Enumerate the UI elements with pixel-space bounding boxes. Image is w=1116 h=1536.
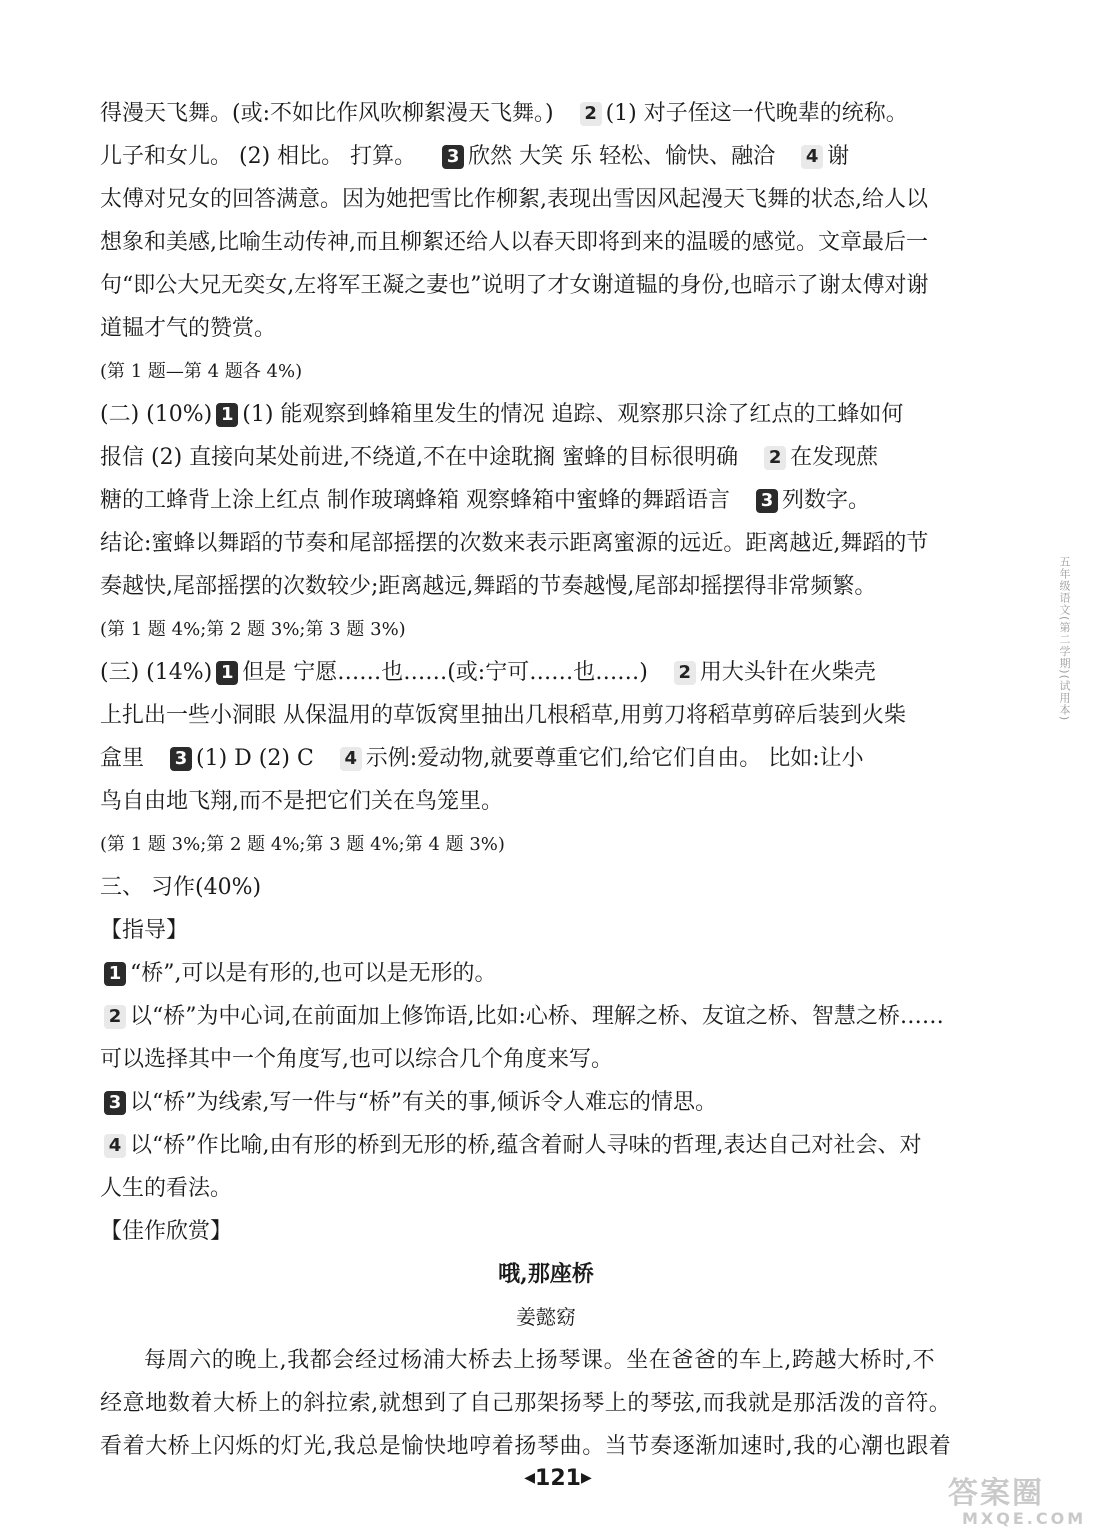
number-badge: 2 [764, 446, 786, 470]
guide-item-4: 4 以“桥”作比喻,由有形的桥到无形的桥,蕴含着耐人寻味的哲理,表达自己对社会、对 [100, 1124, 992, 1167]
text-line-16: 盒里 3 (1) D (2) C 4 示例:爱动物,就要尊重它们,给它们自由。 比如:让小 [100, 746, 864, 771]
number-badge: 3 [104, 1091, 126, 1115]
number-badge: 2 [674, 661, 696, 685]
score-note: (第 1 题 3%;第 2 题 4%;第 3 题 4%;第 4 题 3%) [100, 834, 505, 855]
text-line-6: 道韫才气的赞赏。 [100, 316, 277, 341]
text-line-15: 上扎出一些小洞眼 从保温用的草饭窝里抽出几根稻草,用剪刀将稻草剪碎后装到火柴 [100, 703, 906, 728]
text-line-10: 糖的工蜂背上涂上红点 制作玻璃蜂箱 观察蜂箱中蜜蜂的舞蹈语言 3 列数字。 [100, 488, 871, 513]
guide-heading: 【指导】 [100, 918, 189, 943]
essay-title: 哦,那座桥 [498, 1261, 594, 1287]
essay-author: 姜懿窈 [516, 1305, 576, 1329]
side-book-title: 五年级语文(第二学期)(试用本) [1058, 556, 1071, 722]
text-line-12: 奏越快,尾部摇摆的次数较少;距离越远,舞蹈的节奏越慢,尾部却摇摆得非常频繁。 [100, 574, 877, 599]
page-number: ◀121▶ [524, 1466, 592, 1491]
watermark-logo: 答案圈 MXQE.COM [948, 1476, 1087, 1528]
text-line-23: 可以选择其中一个角度写,也可以综合几个角度来写。 [100, 1047, 613, 1072]
number-badge: 3 [756, 489, 778, 513]
text-line-2: 儿子和女儿。 (2) 相比。 打算。 3 欣然 大笑 乐 轻松、愉快、融洽 4 谢 [100, 144, 850, 169]
text-line-8: (二) (10%) 1 (1) 能观察到蜂箱里发生的情况 追踪、观察那只涂了红点的工蜂如何 [100, 402, 904, 427]
guide-item-2: 2 以“桥”为中心词,在前面加上修饰语,比如:心桥、理解之桥、友谊之桥、智慧之桥…… [100, 995, 992, 1038]
text-line-11: 结论:蜜蜂以舞蹈的节奏和尾部摇摆的次数来表示距离蜜源的远近。距离越近,舞蹈的节 [100, 531, 929, 556]
text-line-26: 人生的看法。 [100, 1176, 233, 1201]
number-badge: 2 [580, 102, 602, 126]
left-triangle-icon: ◀ [524, 1470, 536, 1486]
score-note: (第 1 题 4%;第 2 题 3%;第 3 题 3%) [100, 619, 406, 640]
score-note: (第 1 题—第 4 题各 4%) [100, 361, 303, 382]
essay-line-3: 看着大桥上闪烁的灯光,我总是愉快地哼着扬琴曲。当节奏逐渐加速时,我的心潮也跟着 [100, 1434, 952, 1459]
number-badge: 1 [216, 403, 238, 427]
section-heading: 三、 习作(40%) [100, 875, 262, 900]
number-badge: 1 [104, 962, 126, 986]
essay-line-2: 经意地数着大桥上的斜拉索,就想到了自己那架扬琴上的琴弦,而我就是那活泼的音符。 [100, 1391, 952, 1416]
text-line-9: 报信 (2) 直接向某处前进,不绕道,不在中途耽搁 蜜蜂的目标很明确 2 在发现蔗 [100, 445, 879, 470]
number-badge: 4 [801, 145, 823, 169]
number-badge: 4 [340, 747, 362, 771]
number-badge: 1 [216, 661, 238, 685]
text-line-17: 鸟自由地飞翔,而不是把它们关在鸟笼里。 [100, 789, 503, 814]
guide-item-3: 3 以“桥”为线索,写一件与“桥”有关的事,倾诉令人难忘的情思。 [100, 1081, 992, 1124]
text-line-5: 句“即公大兄无奕女,左将军王凝之妻也”说明了才女谢道韫的身份,也暗示了谢太傅对谢 [100, 273, 929, 298]
text-line-4: 想象和美感,比喻生动传神,而且柳絮还给人以春天即将到来的温暖的感觉。文章最后一 [100, 230, 928, 255]
number-badge: 4 [104, 1134, 126, 1158]
text-line-1: 得漫天飞舞。(或:不如比作风吹柳絮漫天飞舞。) 2 (1) 对子侄这一代晚辈的统称。 [100, 101, 908, 126]
guide-item-1: 1 “桥”,可以是有形的,也可以是无形的。 [100, 952, 992, 995]
number-badge: 3 [442, 145, 464, 169]
essay-line-1: 每周六的晚上,我都会经过杨浦大桥去上扬琴课。坐在爸爸的车上,跨越大桥时,不 [144, 1348, 936, 1373]
text-line-3: 太傅对兄女的回答满意。因为她把雪比作柳絮,表现出雪因风起漫天飞舞的状态,给人以 [100, 187, 928, 212]
number-badge: 3 [170, 747, 192, 771]
answer-page [100, 92, 992, 1468]
number-badge: 2 [104, 1005, 126, 1029]
showcase-heading: 【佳作欣赏】 [100, 1219, 233, 1244]
right-triangle-icon: ▶ [580, 1470, 592, 1486]
text-line-14: (三) (14%) 1 但是 宁愿……也……(或:宁可……也……) 2 用大头针在火柴壳 [100, 660, 876, 685]
